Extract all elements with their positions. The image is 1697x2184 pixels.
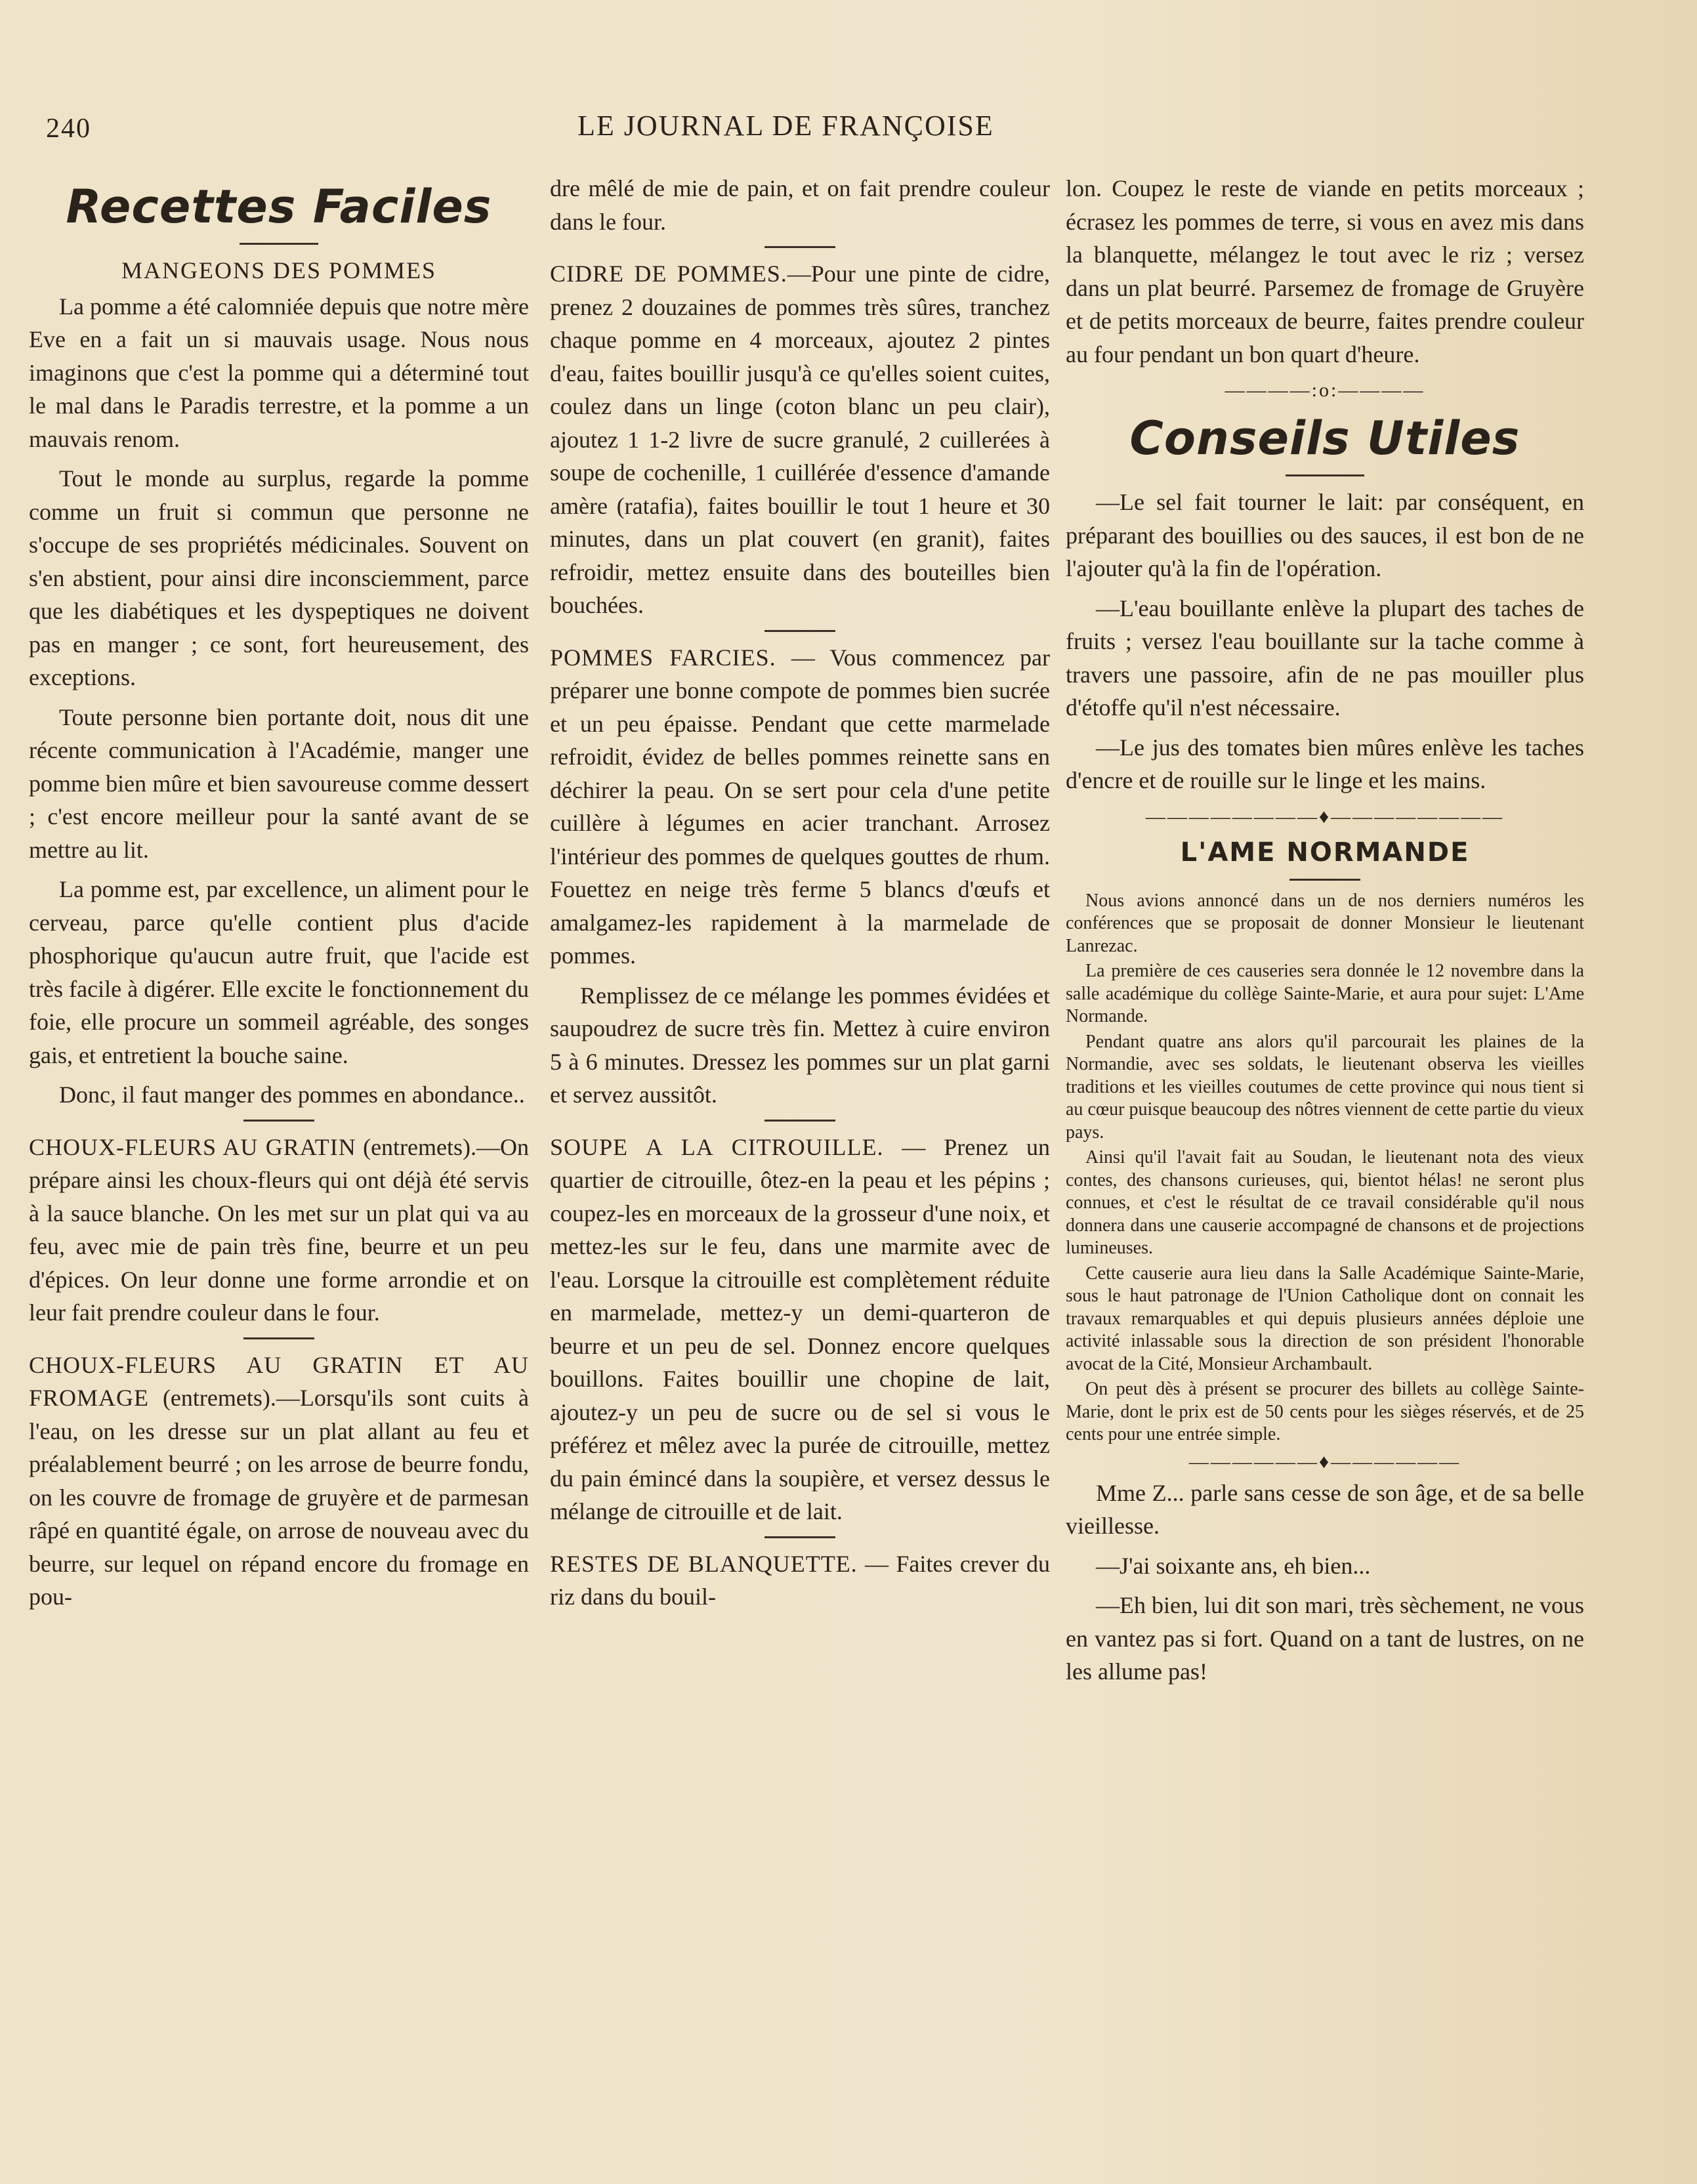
mangeons-heading: MANGEONS DES POMMES (121, 257, 437, 284)
farcies-body: — Vous commencez par préparer une bonne compote de pommes bien sucrée et un peu épaisse. Pendant que cette marmelade refroidit, évidez de belles pommes reinette sans en déchirer la peau. On se sert pour cela d'une petite cuillère à légumes en acier tranchant. Arrosez l'intérieur des pommes de quelques gouttes de rhum. Fouettez en neige très ferme 5 blancs d'œufs et amalgamez-les rapidement à la marmelade de pommes. (550, 644, 1050, 969)
anecdote-paragraph-1: Mme Z... parle sans cesse de son âge, et de sa belle vieillesse. (1066, 1479, 1584, 1539)
divider (765, 1536, 835, 1538)
journal-title: LE JOURNAL DE FRANÇOISE (577, 110, 994, 142)
divider (765, 630, 835, 632)
column-2 (550, 172, 1050, 1620)
running-header (46, 109, 1608, 148)
choux-fromage-heading: CHOUX-FLEURS AU GRATIN ET AU FROMAGE (29, 1351, 529, 1411)
conseil-1: —Le sel fait tourner le lait: par conséquent, en préparant des bouillies ou des sauces, il est bon de ne l'ajouter qu'à la fin de l'opération. (1066, 489, 1584, 581)
anecdote-paragraph-2: —J'ai soixante ans, eh bien... (1096, 1552, 1371, 1579)
divider (243, 1120, 314, 1122)
divider (1286, 474, 1364, 476)
choux-fromage-recipe (29, 1349, 529, 1614)
divider (1289, 879, 1360, 881)
divider (243, 1337, 314, 1339)
ame-paragraph-5: Cette causerie aura lieu dans la Salle Académique Sainte-Marie, sous le haut patronage de l'Union Catholique dont on connait les travaux remarquables et qui depuis plusieurs années déploie une activité inlassable sous la direction de son président l'honorable avocat de la Cité, Monsieur Archambault. (1066, 1263, 1584, 1374)
restes-heading: RESTES DE BLANQUETTE. (550, 1550, 858, 1577)
mangeons-paragraph-2: Tout le monde au surplus, regarde la pomme comme un fruit si commun que personne ne s'occupe de ses propriétés médicinales. Souvent on s'en abstient, pour ainsi dire inconsciemment, parce que les diabétiques et les dyspeptiques ne doivent pas en manger ; ce sont, fort heureusement, des exceptions. (29, 465, 529, 690)
column-1 (29, 172, 529, 1620)
ame-paragraph-1: Nous avions annoncé dans un de nos derniers numéros les conférences que se proposait de donner Monsieur le lieutenant Lanrezac. (1066, 890, 1584, 956)
soupe-body: — Prenez un quartier de citrouille, ôtez-en la peau et les pépins ; coupez-les en morceaux de la grosseur d'une noix, et mettez-les sur le feu, dans une marmite avec de l'eau. Lorsque la citrouille est complètement réduite en marmelade, mettez-y un demi-quarteron de beurre et un peu de sel. Donnez encore quelques bouillons. Faites bouillir une chopine de lait, ajoutez-y un peu de sucre ou de sel si vous le préférez et mêlez avec la purée de citrouille, mettez du pain émincé dans la soupière, et versez dessus le mélange de citrouille et de lait. (550, 1133, 1050, 1524)
farcies-heading: POMMES FARCIES. (550, 644, 776, 671)
conseil-2: —L'eau bouillante enlève la plupart des taches de fruits ; versez l'eau bouillante sur la tache comme à travers une passoire, afin de ne pas mouiller plus d'étoffe qu'il n'est nécessaire. (1066, 595, 1584, 721)
farcies-paragraph-2: Remplissez de ce mélange les pommes évidées et saupoudrez de sucre très fin. Mettez à cuire environ 5 à 6 minutes. Dressez les pommes sur un plat garni et servez aussitôt. (550, 982, 1050, 1108)
cidre-recipe (550, 257, 1050, 622)
soupe-heading: SOUPE A LA CITROUILLE. (550, 1133, 884, 1160)
mangeons-paragraph-3: Toute personne bien portante doit, nous dit une récente communication à l'Académie, manger une pomme bien mûre et bien savoureuse comme dessert ; c'est encore meilleur pour la santé avant de se mettre au lit. (29, 704, 529, 863)
conseil-3: —Le jus des tomates bien mûres enlève les taches d'encre et de rouille sur le linge et les mains. (1066, 734, 1584, 793)
choux-gratin-body: (entremets).—On prépare ainsi les choux-fleurs qui ont déjà été servis à la sauce blanche. On les met sur un plat qui va au feu, avec mie de pain très fine, beurre et un peu d'épices. On leur donne une forme arrondie et on leur fait prendre couleur dans le four. (29, 1133, 530, 1326)
soupe-recipe (550, 1131, 1050, 1528)
page-number: 240 (46, 114, 91, 144)
cidre-heading: CIDRE DE POMMES. (550, 261, 787, 287)
divider (765, 1120, 835, 1122)
farcies-recipe (550, 641, 1050, 973)
recettes-title: Recettes Faciles (66, 180, 492, 234)
choux-gratin-recipe (29, 1131, 529, 1330)
ame-normande-article (1066, 890, 1584, 1446)
ame-paragraph-3: Pendant quatre ans alors qu'il parcourait les plaines de la Normandie, avec ses soldats, le lieutenant observa les vieilles traditions et les vieilles coutumes de cette province qui nous tient si au cœur puisque beaucoup des nôtres viennent de cette partie du vieux pays. (1066, 1031, 1584, 1143)
choux-gratin-heading: CHOUX-FLEURS AU GRATIN (29, 1133, 356, 1160)
restes-recipe (550, 1547, 1050, 1614)
mangeons-paragraph-5: Donc, il faut manger des pommes en abondance.. (59, 1082, 525, 1108)
mangeons-paragraph-4: La pomme est, par excellence, un aliment pour le cerveau, parce qu'elle contient plus d'acide phosphorique qu'aucun autre fruit, que l'acide est très facile à digérer. Elle excite le fonctionnement du foie, elle procure un sommeil agréable, des songes gais, et entretient la bouche saine. (29, 876, 529, 1068)
column-3 (1066, 172, 1584, 1695)
ame-paragraph-4: Ainsi qu'il l'avait fait au Soudan, le lieutenant nota des vieux contes, des chansons curieuses, qui, bientot hélas! ne seront plus connues, et c'est le résultat de ce travail considérable qu'il nous donnera dans une causerie accompagné de chansons et de projections lumineuses. (1066, 1147, 1584, 1258)
conseils-title: Conseils Utiles (1129, 411, 1520, 465)
ame-paragraph-2: La première de ces causeries sera donnée le 12 novembre dans la salle académique du collège Sainte-Marie, et aura pour sujet: L'Ame Normande. (1066, 961, 1584, 1026)
anecdote-paragraph-3: —Eh bien, lui dit son mari, très sèchement, ne vous en vantez pas si fort. Quand on a tant de lustres, on ne les allume pas! (1066, 1592, 1584, 1685)
ornament-separator: ——————♦—————— (1188, 1450, 1461, 1473)
divider (765, 246, 835, 248)
restes-body: — Faites crever du riz dans du bouil- (550, 1550, 1051, 1610)
ornament-separator: ————:o:———— (1225, 379, 1425, 401)
continued-text: lon. Coupez le reste de viande en petits morceaux ; écrasez les pommes de terre, si vous en avez mis dans la blanquette, mélangez le tout avec le riz ; versez dans un plat beurré. Parsemez de fromage de Gruyère et de petits morceaux de beurre, faites prendre couleur au four pendant un bon quart d'heure. (1066, 175, 1584, 368)
cidre-body: —Pour une pinte de cidre, prenez 2 douzaines de pommes très sûres, tranchez chaque pomme en 4 morceaux, ajoutez 2 pintes d'eau, faites bouillir jusqu'à ce qu'elles soient cuites, coulez dans un linge (coton blanc un peu clair), ajoutez 1 1-2 livre de sucre granulé, 2 cuillerées à soupe de cochenille, 1 cuillérée d'essence d'amande amère (ratafia), faites bouillir le tout 1 heure et 30 minutes, dans un plat couvert (en granit), faites refroidir, mettez ensuite dans des bouteilles bien bouchées. (550, 261, 1050, 618)
ornament-separator: ————————♦———————— (1145, 805, 1505, 828)
choux-fromage-body: (entremets).—Lorsqu'ils sont cuits à l'eau, on les dresse sur un plat allant au feu et préalablement beurré ; on les arrose de beurre fondu, on les couvre de fromage de gruyère et de parmesan râpé en quantité égale, on arrose de nouveau avec du beurre, sur lequel on répand encore du fromage en pou- (29, 1385, 530, 1610)
ame-paragraph-6: On peut dès à présent se procurer des billets au collège Sainte-Marie, dont le prix est de 50 cents pour les sièges réservés, et de 25 cents pour une entrée simple. (1066, 1379, 1584, 1444)
continued-text: dre mêlé de mie de pain, et on fait prendre couleur dans le four. (550, 175, 1050, 235)
mangeons-paragraph-1: La pomme a été calomniée depuis que notre mère Eve en a fait un si mauvais usage. Nous nous imaginons que c'est la pomme qui a déterminé tout le mal dans le Paradis terrestre, et la pomme a un mauvais renom. (29, 293, 529, 452)
ame-normande-title: L'AME NORMANDE (1180, 837, 1470, 868)
divider (240, 243, 318, 245)
